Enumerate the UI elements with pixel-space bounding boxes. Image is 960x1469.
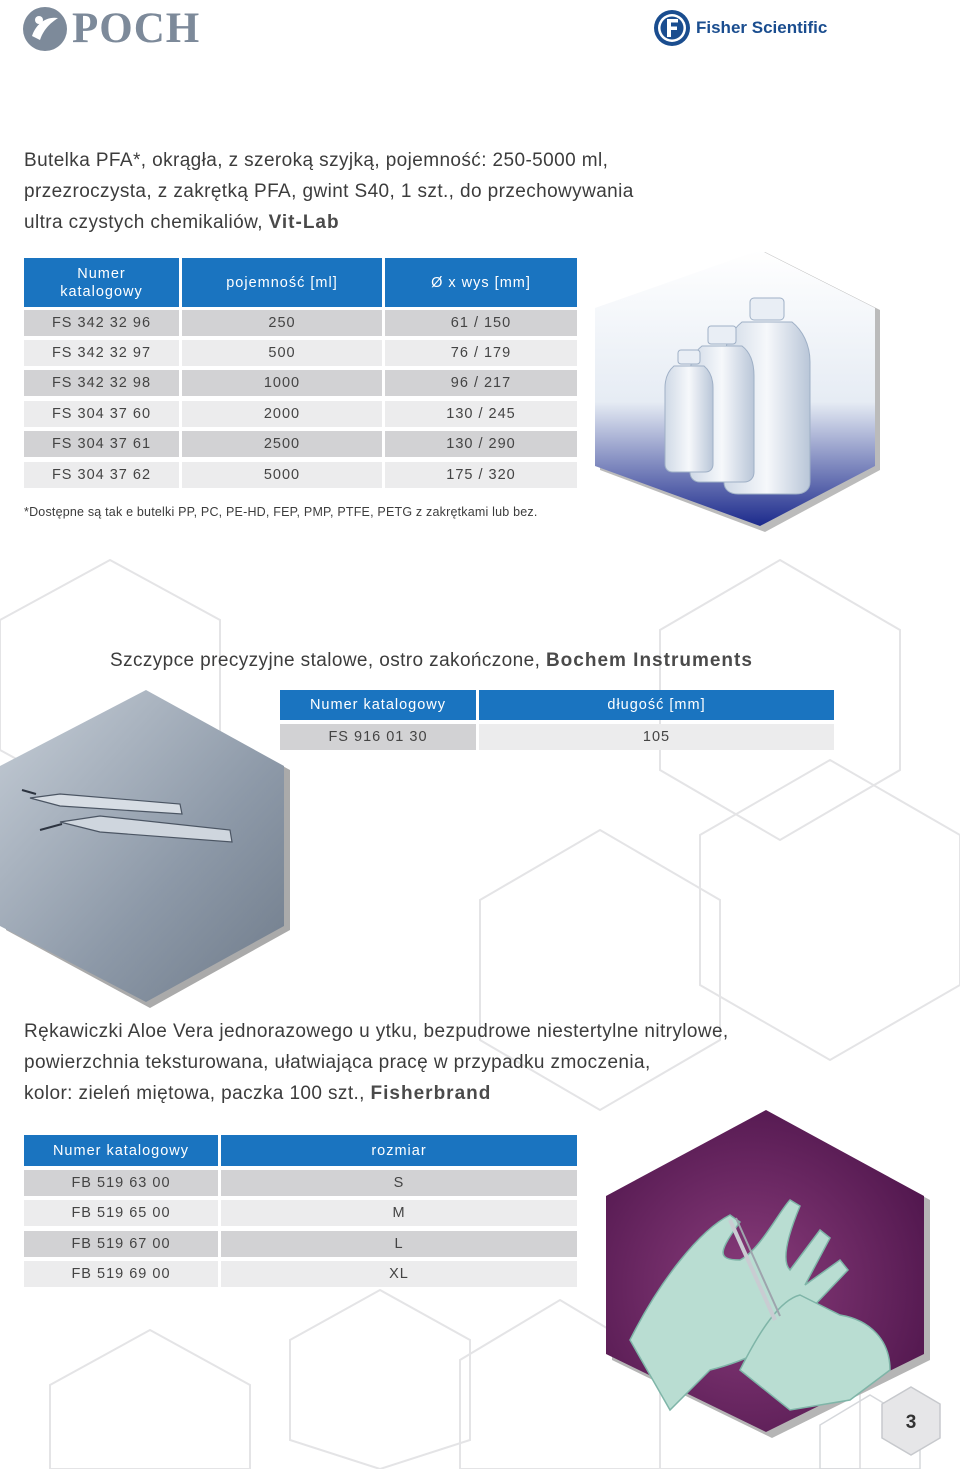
table-cell: 76 / 179: [385, 340, 577, 366]
column-header-label: Numer katalogowy: [60, 265, 143, 300]
table-cell: FS 342 32 98: [24, 370, 179, 396]
page-number: 3: [905, 1412, 917, 1433]
column-header-label: Numer katalogowy: [309, 697, 447, 713]
bottle-brand: Vit-Lab: [268, 212, 340, 233]
gloves-title-line: [24, 1078, 924, 1109]
gloves-title-line: Rękawiczki Aloe Vera jednorazowego u ytku, bezpudrowe niestertylne nitrylowe,: [24, 1021, 729, 1042]
table-cell: XL: [221, 1261, 577, 1287]
bottles-photo: [580, 250, 940, 540]
gloves-table: [24, 1135, 577, 1290]
table-cell: FB 519 63 00: [24, 1170, 218, 1196]
poch-logo-text: POCH: [72, 5, 201, 52]
table-cell: FS 342 32 97: [24, 340, 179, 366]
table-cell: FB 519 65 00: [24, 1200, 218, 1226]
table-cell: 2000: [182, 401, 382, 427]
table-cell: 2500: [182, 431, 382, 457]
table-cell: 130 / 290: [385, 431, 577, 457]
gloves-title-text: kolor: zieleń miętowa, paczka 100 szt.,: [24, 1083, 371, 1104]
bottle-description: [24, 145, 744, 238]
table-cell: 5000: [182, 462, 382, 488]
bottle-footnote: *Dostępne są tak e butelki PP, PC, PE-HD, FEP, PMP, PTFE, PETG z zakrętkami lub bez.: [24, 505, 538, 519]
column-header-label: rozmiar: [371, 1142, 427, 1159]
column-header-label: Ø x wys [mm]: [431, 274, 531, 291]
bottle-title-line: Butelka PFA*, okrągła, z szeroką szyjką, pojemność: 250-5000 ml,: [24, 150, 609, 171]
table-cell: FS 304 37 61: [24, 431, 179, 457]
bottle-title-text: ultra czystych chemikaliów,: [24, 212, 269, 233]
tweezers-title-text: Szczypce precyzyjne stalowe, ostro zakończone,: [110, 650, 546, 671]
tweezers-photo: [0, 690, 310, 1010]
column-header-label: Numer katalogowy: [52, 1142, 190, 1159]
column-header-label: długość [mm]: [607, 697, 706, 713]
column-header: [221, 1135, 577, 1166]
bottle-title-line: [24, 207, 744, 238]
table-cell: 250: [182, 310, 382, 336]
table-cell: 130 / 245: [385, 401, 577, 427]
bottle-title-line: przezroczysta, z zakrętką PFA, gwint S40, 1 szt., do przechowywania: [24, 181, 634, 202]
table-cell: 105: [479, 724, 834, 750]
column-header: [280, 690, 476, 720]
table-cell: S: [221, 1170, 577, 1196]
table-cell: 96 / 217: [385, 370, 577, 396]
tweezers-brand: Bochem Instruments: [545, 650, 753, 671]
table-cell: 61 / 150: [385, 310, 577, 336]
table-cell: FB 519 69 00: [24, 1261, 218, 1287]
poch-logo: [22, 6, 200, 52]
table-cell: 175 / 320: [385, 462, 577, 488]
table-cell: L: [221, 1231, 577, 1257]
table-cell: FS 304 37 60: [24, 401, 179, 427]
gloves-brand: Fisherbrand: [370, 1083, 492, 1104]
table-cell: 1000: [182, 370, 382, 396]
fisher-logo-icon: [653, 9, 691, 47]
table-cell: FB 519 67 00: [24, 1231, 218, 1257]
column-header: [385, 258, 577, 307]
column-header: [182, 258, 382, 307]
page-number-badge: [880, 1385, 942, 1457]
tweezers-table: [280, 690, 834, 752]
table-cell: M: [221, 1200, 577, 1226]
column-header: [24, 1135, 218, 1166]
table-cell: FS 916 01 30: [280, 724, 476, 750]
poch-logo-icon: [22, 6, 68, 52]
gloves-title-line: powierzchnia teksturowana, ułatwiająca pracę w przypadku zmoczenia,: [24, 1052, 651, 1073]
column-header-label: pojemność [ml]: [226, 274, 338, 291]
fisher-logo-text: Fisher Scientific: [696, 18, 828, 37]
tweezers-description: [110, 645, 870, 676]
table-cell: 500: [182, 340, 382, 366]
column-header: [24, 258, 179, 307]
gloves-description: [24, 1016, 924, 1109]
column-header: [479, 690, 834, 720]
bottle-table: [24, 258, 577, 490]
table-cell: FS 342 32 96: [24, 310, 179, 336]
fisher-scientific-logo: [653, 8, 827, 48]
table-cell: FS 304 37 62: [24, 462, 179, 488]
